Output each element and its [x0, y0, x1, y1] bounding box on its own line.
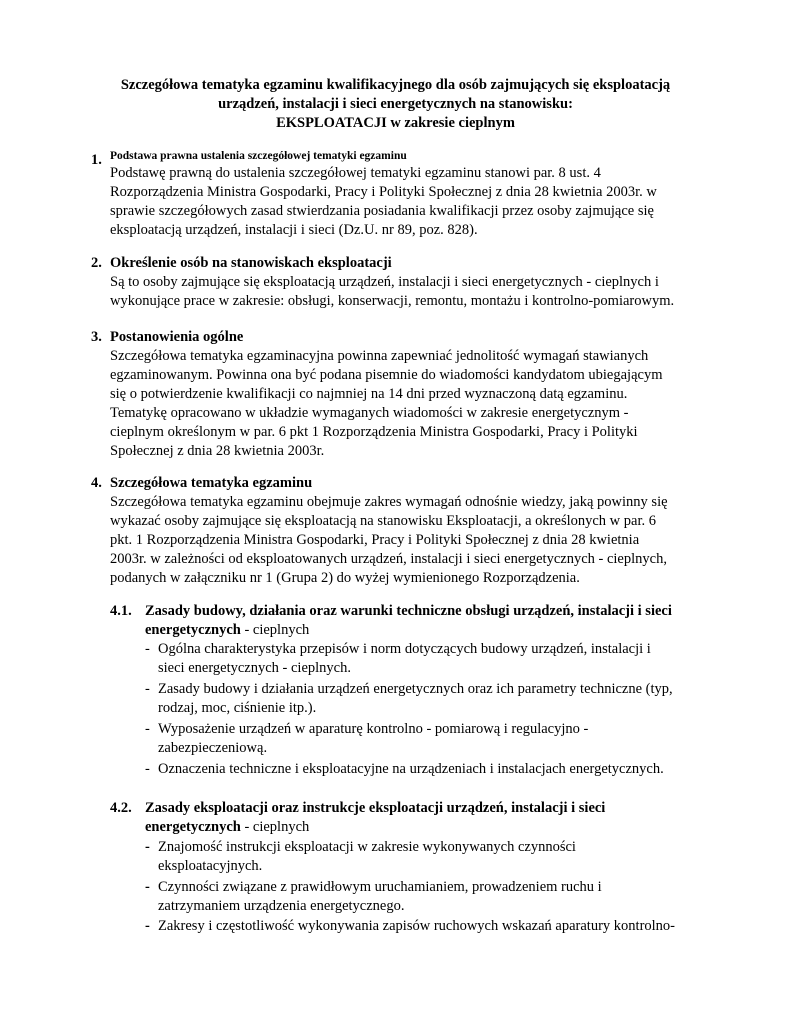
- list-item: [158, 878, 718, 916]
- section-2-number: 2.: [91, 255, 102, 271]
- section-2-heading: Określenie osób na stanowiskach eksploatacji: [110, 255, 392, 271]
- section-4-line: pkt. 1 Rozporządzenia Ministra Gospodarki, Pracy i Polityki Społecznej z dnia 28 kwietnia: [110, 532, 640, 548]
- document-title-line-1: Szczegółowa tematyka egzaminu kwalifikacyjnego dla osób zajmujących się eksploatacją: [120, 77, 671, 93]
- list-item-line: Zasady budowy i działania urządzeń energetycznych oraz ich parametry techniczne (typ,: [158, 681, 673, 697]
- section-1-heading: Podstawa prawna ustalenia szczegółowej tematyki egzaminu: [110, 150, 407, 162]
- section-4-body: [110, 493, 720, 588]
- section-3-line: Tematykę opracowano w układzie wymaganych wiadomości w zakresie energetycznym -: [110, 405, 629, 421]
- section-3-number: 3.: [91, 329, 102, 345]
- list-item-line: Znajomość instrukcji eksploatacji w zakresie wykonywanych czynności: [158, 839, 576, 855]
- section-3-line: egzaminowanym. Powinna ona być podana pisemnie do wiadomości kandydatom ubiegającym: [110, 367, 663, 383]
- section-4-heading: Szczegółowa tematyka egzaminu: [110, 475, 313, 491]
- list-item: [158, 917, 718, 936]
- subsection-4-2-heading: [145, 799, 605, 837]
- section-4-number: 4.: [91, 475, 102, 491]
- section-4-line: wykazać osoby zajmujące się eksploatacją na stanowisku Eksploatacji, a określonych w par. 6: [110, 513, 656, 529]
- subsection-4-2-heading-line-1: Zasady eksploatacji oraz instrukcje eksploatacji urządzeń, instalacji i sieci: [145, 800, 606, 816]
- section-2-line: wykonujące prace w zakresie: obsługi, konserwacji, remontu, montażu i kontrolno-pomiarowym.: [110, 293, 675, 309]
- list-item: [158, 720, 718, 758]
- list-item: [158, 680, 718, 718]
- bullet-dash: -: [145, 721, 150, 737]
- subsection-4-1-number: 4.1.: [110, 603, 132, 619]
- list-item-line: Wyposażenie urządzeń w aparaturę kontrolno - pomiarową i regulacyjno -: [158, 721, 589, 737]
- section-1-body: [110, 164, 720, 240]
- section-3-line: cieplnym określonym w par. 6 pkt 1 Rozporządzenia Ministra Gospodarki, Pracy i Polityki: [110, 424, 638, 440]
- subsection-4-1-heading-suffix: - cieplnych: [240, 622, 310, 638]
- list-item-line: rodzaj, moc, ciśnienie itp.).: [158, 700, 317, 716]
- bullet-dash: -: [145, 879, 150, 895]
- document-title-line-2: urządzeń, instalacji i sieci energetycznych na stanowisku:: [218, 96, 573, 112]
- subsection-4-2-number: 4.2.: [110, 800, 132, 816]
- section-3-line: Szczegółowa tematyka egzaminacyjna powinna zapewniać jednolitość wymagań stawianych: [110, 348, 649, 364]
- section-4-line: 2003r. w zależności od eksploatowanych urządzeń, instalacji i sieci energetycznych - cieplnych,: [110, 551, 667, 567]
- list-item-line: Oznaczenia techniczne i eksploatacyjne na urządzeniach i instalacjach energetycznych.: [158, 761, 664, 777]
- section-2-body: [110, 273, 720, 311]
- section-1-number: 1.: [91, 152, 102, 168]
- section-4-line: Szczegółowa tematyka egzaminu obejmuje zakres wymagań odnośnie wiedzy, jaką powinny się: [110, 494, 668, 510]
- bullet-dash: -: [145, 918, 150, 934]
- bullet-dash: -: [145, 761, 150, 777]
- list-item-line: zabezpieczeniową.: [158, 740, 268, 756]
- section-4-line: podanych w załączniku nr 1 (Grupa 2) do wyżej wymienionego Rozporządzenia.: [110, 570, 580, 586]
- section-1-line: Podstawę prawną do ustalenia szczegółowej tematyki egzaminu stanowi par. 8 ust. 4: [110, 165, 601, 181]
- list-item-line: Czynności związane z prawidłowym uruchamianiem, prowadzeniem ruchu i: [158, 879, 602, 895]
- list-item: [158, 640, 718, 678]
- list-item-line: Zakresy i częstotliwość wykonywania zapisów ruchowych wskazań aparatury kontrolno-: [158, 918, 676, 934]
- section-3-line: się o potwierdzenie kwalifikacji co najmniej na 14 dni przed wyznaczoną datą egzaminu.: [110, 386, 628, 402]
- section-1-line: sprawie szczegółowych zasad stwierdzania posiadania kwalifikacji przez osoby zajmujące się: [110, 203, 654, 219]
- bullet-dash: -: [145, 641, 150, 657]
- subsection-4-2-heading-line-2: energetycznych: [145, 819, 241, 835]
- document-title-line-3: EKSPLOATACJI w zakresie cieplnym: [276, 115, 515, 131]
- subsection-4-1-heading: [145, 602, 672, 640]
- list-item-line: zatrzymaniem urządzenia energetycznego.: [158, 898, 405, 914]
- subsection-4-1-heading-line-1: Zasady budowy, działania oraz warunki techniczne obsługi urządzeń, instalacji i sieci: [145, 603, 672, 619]
- list-item: [158, 838, 718, 876]
- section-3-heading: Postanowienia ogólne: [110, 329, 244, 345]
- list-item-line: sieci energetycznych - cieplnych.: [158, 660, 351, 676]
- subsection-4-2-heading-suffix: - cieplnych: [240, 819, 310, 835]
- list-item-line: eksploatacyjnych.: [158, 858, 263, 874]
- bullet-dash: -: [145, 839, 150, 855]
- section-1-line: eksploatacją urządzeń, instalacji i sieci (Dz.U. nr 89, poz. 828).: [110, 222, 478, 238]
- bullet-dash: -: [145, 681, 150, 697]
- section-1-line: Rozporządzenia Ministra Gospodarki, Pracy i Polityki Społecznej z dnia 28 kwietnia 2003r. w: [110, 184, 657, 200]
- section-3-line: Społecznej z dnia 28 kwietnia 2003r.: [110, 443, 325, 459]
- subsection-4-1-heading-line-2: energetycznych: [145, 622, 241, 638]
- list-item: [158, 760, 718, 779]
- list-item-line: Ogólna charakterystyka przepisów i norm dotyczących budowy urządzeń, instalacji i: [158, 641, 651, 657]
- section-2-line: Są to osoby zajmujące się eksploatacją urządzeń, instalacji i sieci energetycznych - cieplnych i: [110, 274, 659, 290]
- section-3-body: [110, 347, 720, 461]
